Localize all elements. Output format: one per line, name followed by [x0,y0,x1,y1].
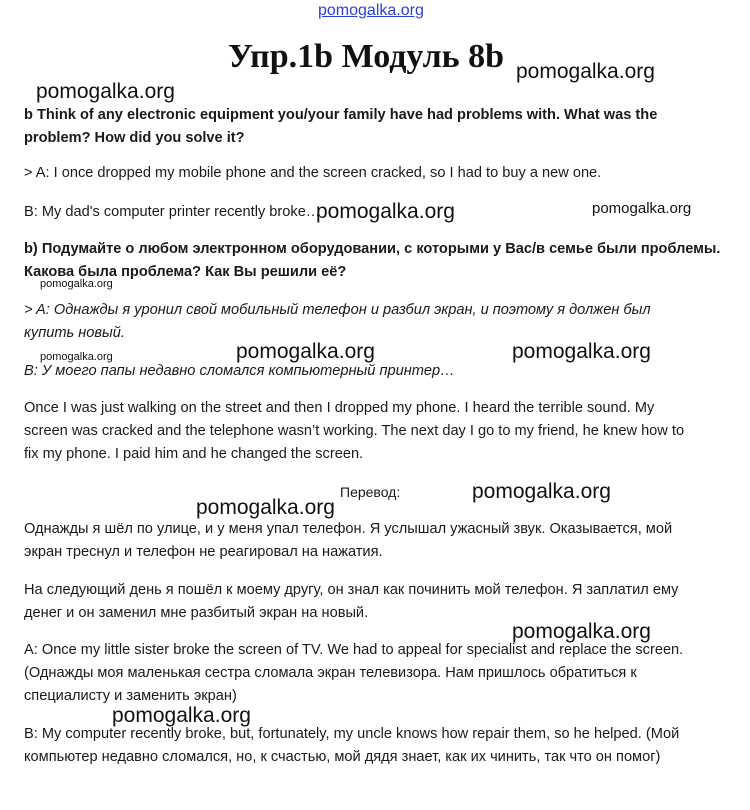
dialog-a-line: A: Once my little sister broke the screen of TV. We had to appeal for specialist and replace the screen. [24,642,684,658]
story-russian-2 [24,579,736,625]
dialog-a-line: (Однажды моя маленькая сестра сломала экран телевизора. Нам пришлось обратиться к [24,665,637,681]
dialog-b [24,723,736,769]
watermark: pomogalka.org [472,480,611,503]
story-russian-line: денег и он заменил мне разбитый экран на новый. [24,605,369,621]
task-english-line: problem? How did you solve it? [24,130,245,146]
story-russian-1 [24,518,736,564]
translation-a-line: купить новый. [24,325,125,341]
watermark: pomogalka.org [512,340,651,363]
task-russian-line: Какова была проблема? Как Вы решили её? [24,264,347,280]
watermark: pomogalka.org [196,496,335,519]
watermark: pomogalka.org [516,60,655,83]
story-english-line: screen was cracked and the telephone wasn’t working. The next day I go to my friend, he knew how to [24,423,685,439]
task-russian-line: b) Подумайте о любом электронном оборудовании, с которыми у Вас/в семье были проблемы. [24,241,721,257]
story-russian-line: Однажды я шёл по улице, и у меня упал телефон. Я услышал ужасный звук. Оказывается, мой [24,521,673,537]
translation-a-line: > A: Однажды я уронил свой мобильный телефон и разбил экран, и поэтому я должен был [24,302,651,318]
task-russian [24,238,736,284]
story-english-line: Once I was just walking on the street and then I dropped my phone. I heard the terrible sound. My [24,400,655,416]
watermark: pomogalka.org [512,620,651,643]
dialog-a [24,639,736,708]
translation-a [24,299,736,345]
task-english [24,104,736,150]
answer-b: B: My dad's computer printer recently broke… [24,204,321,220]
watermark-top-link[interactable]: pomogalka.org [318,2,424,19]
answer-a: > A: I once dropped my mobile phone and the screen cracked, so I had to buy a new one. [24,165,602,181]
story-english-line: fix my phone. I paid him and he changed the screen. [24,446,364,462]
task-english-line: b Think of any electronic equipment you/your family have had problems with. What was the [24,107,658,123]
watermark: pomogalka.org [112,704,251,727]
dialog-a-line: специалисту и заменить экран) [24,688,237,704]
watermark: pomogalka.org [592,200,692,217]
watermark: pomogalka.org [40,351,113,363]
story-english [24,397,736,466]
watermark: pomogalka.org [316,200,455,223]
dialog-b-line: B: My computer recently broke, but, fortunately, my uncle knows how repair them, so he helped. (Мой [24,726,680,742]
perevod-label: Перевод: [340,484,401,500]
story-russian-line: экран треснул и телефон не реагировал на нажатия. [24,544,383,560]
watermark: pomogalka.org [40,278,113,290]
page-title: Упр.1b Модуль 8b [228,38,505,75]
watermark: pomogalka.org [236,340,375,363]
watermark: pomogalka.org [36,80,175,103]
dialog-b-line: компьютер недавно сломался, но, к счастью, мой дядя знает, как их чинить, так что он помог) [24,749,661,765]
translation-b: B: У моего папы недавно сломался компьютерный принтер… [24,363,455,379]
story-russian-line: На следующий день я пошёл к моему другу, он знал как починить мой телефон. Я заплатил ему [24,582,679,598]
